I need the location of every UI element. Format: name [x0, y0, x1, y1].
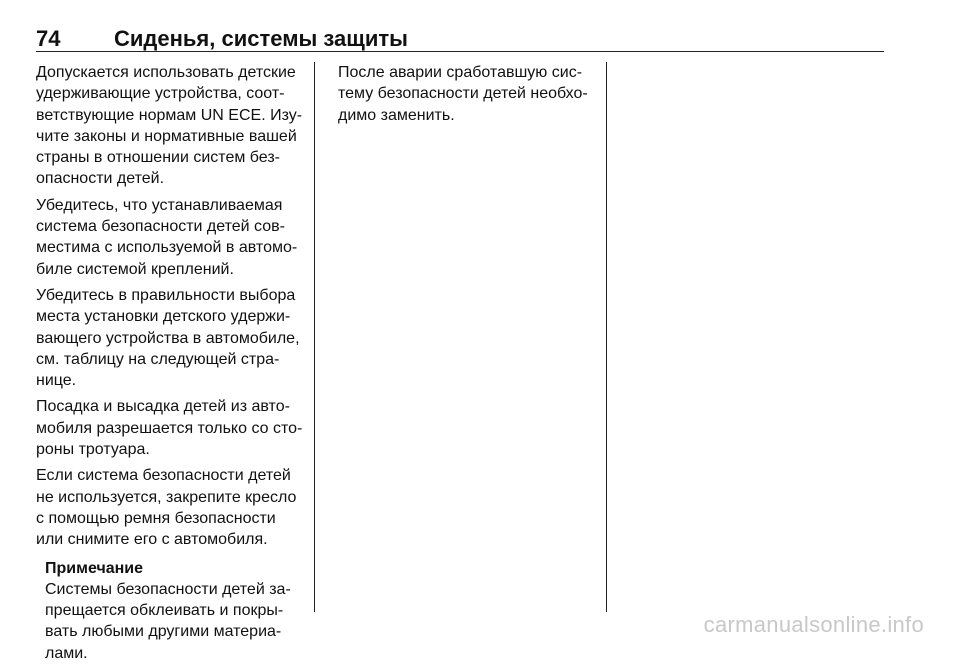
text-line: Убедитесь в правильности выбора	[36, 286, 296, 304]
text-column-1	[36, 62, 301, 664]
text-line: прещается обклеивать и покры-	[45, 602, 284, 620]
column-divider	[606, 62, 607, 612]
paragraph-child-restraint-norms	[36, 62, 301, 190]
text-line: Посадка и высадка детей из авто-	[36, 398, 290, 416]
note-title: Примечание	[45, 559, 144, 577]
text-line: или снимите его с автомобиля.	[36, 531, 268, 549]
text-line: чите законы и нормативные вашей	[36, 127, 297, 145]
text-line: роны тротуара.	[36, 441, 150, 459]
text-line: димо заменить.	[338, 106, 455, 124]
text-line: опасности детей.	[36, 170, 165, 188]
header-rule	[36, 51, 884, 52]
paragraph-boarding	[36, 396, 301, 460]
paragraph-compatibility	[36, 195, 301, 280]
text-line: вающего устройства в автомобиле,	[36, 329, 300, 347]
text-line: местима с используемой в автомо-	[36, 239, 298, 257]
note-block	[45, 558, 301, 664]
text-line: биле системой креплений.	[36, 260, 234, 278]
text-line: не используется, закрепите кресло	[36, 488, 297, 506]
text-column-2	[338, 62, 593, 131]
text-line: страны в отношении систем без-	[36, 149, 280, 167]
page-number: 74	[36, 26, 61, 51]
text-line: лами.	[45, 644, 88, 662]
page-title: Сиденья, системы защиты	[114, 26, 408, 51]
paragraph-unused-seat	[36, 465, 301, 550]
column-divider	[314, 62, 315, 612]
text-line: места установки детского удержи-	[36, 308, 291, 326]
text-line: мобиля разрешается только со сто-	[36, 419, 303, 437]
text-line: см. таблицу на следующей стра-	[36, 350, 280, 368]
text-line: Если система безопасности детей	[36, 467, 291, 485]
text-line: вать любыми другими материа-	[45, 623, 282, 641]
text-line: система безопасности детей сов-	[36, 218, 285, 236]
text-line: нице.	[36, 372, 77, 390]
text-line: удерживающие устройства, соот-	[36, 85, 285, 103]
watermark: carmanualsonline.info	[703, 612, 924, 637]
text-line: Убедитесь, что устанавливаемая	[36, 196, 283, 214]
text-line: Допускается использовать детские	[36, 64, 296, 81]
text-line: с помощью ремня безопасности	[36, 509, 276, 527]
paragraph-after-accident	[338, 62, 593, 126]
text-line: Системы безопасности детей за-	[45, 580, 291, 598]
text-line: После аварии сработавшую сис-	[338, 64, 583, 81]
note-text	[45, 579, 301, 664]
text-line: ветствующие нормам UN ECE. Изу-	[36, 106, 303, 124]
paragraph-installation-place	[36, 285, 301, 391]
page-header	[36, 24, 408, 54]
text-line: тему безопасности детей необхо-	[338, 85, 588, 103]
